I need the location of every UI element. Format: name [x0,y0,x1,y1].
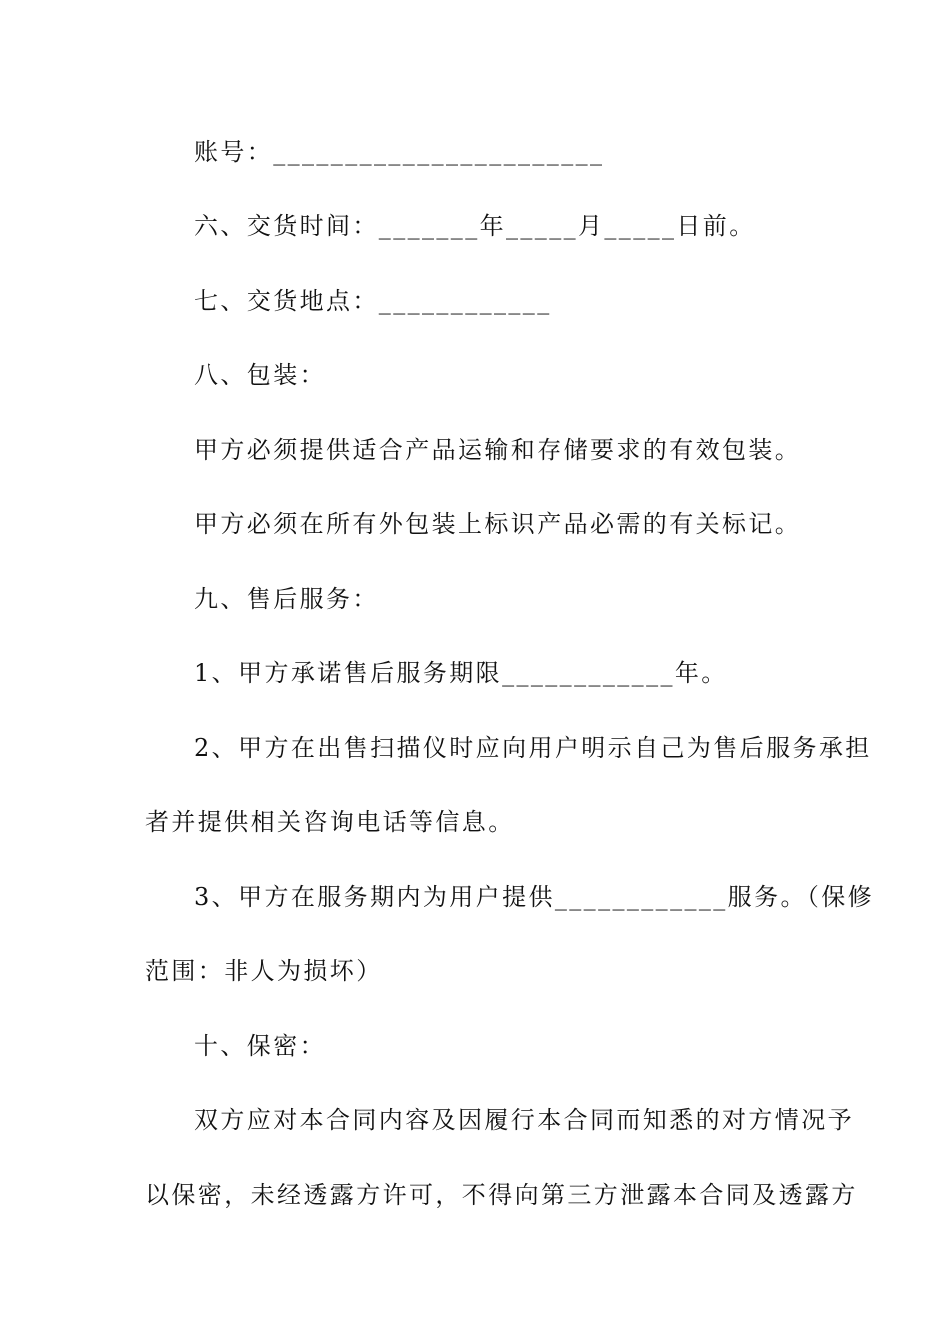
section-heading-packaging: 八、包装： [194,361,326,389]
delivery-time-line: 六、交货时间：_______年_____月_____日前。 [194,212,756,240]
delivery-place-line: 七、交货地点：____________ [194,287,552,315]
paragraph-line: 以保密，未经透露方许可，不得向第三方泄露本合同及透露方 [145,1181,858,1209]
account-number-line: 账号：_______________________ [194,138,605,166]
paragraph-line: 者并提供相关咨询电话等信息。 [145,808,515,836]
paragraph-line: 2、甲方在出售扫描仪时应向用户明示自己为售后服务承担 [194,734,872,762]
paragraph-line: 甲方必须在所有外包装上标识产品必需的有关标记。 [194,510,802,538]
section-heading-confidentiality: 十、保密： [194,1032,326,1060]
paragraph-line: 甲方必须提供适合产品运输和存储要求的有效包装。 [194,436,802,464]
paragraph-line: 1、甲方承诺售后服务期限____________年。 [194,659,728,687]
paragraph-line: 3、甲方在服务期内为用户提供____________服务。（保修 [194,883,875,911]
section-heading-after-sales: 九、售后服务： [194,585,379,613]
paragraph-line: 双方应对本合同内容及因履行本合同而知悉的对方情况予 [194,1106,854,1134]
paragraph-line: 范围：非人为损坏） [145,957,383,985]
